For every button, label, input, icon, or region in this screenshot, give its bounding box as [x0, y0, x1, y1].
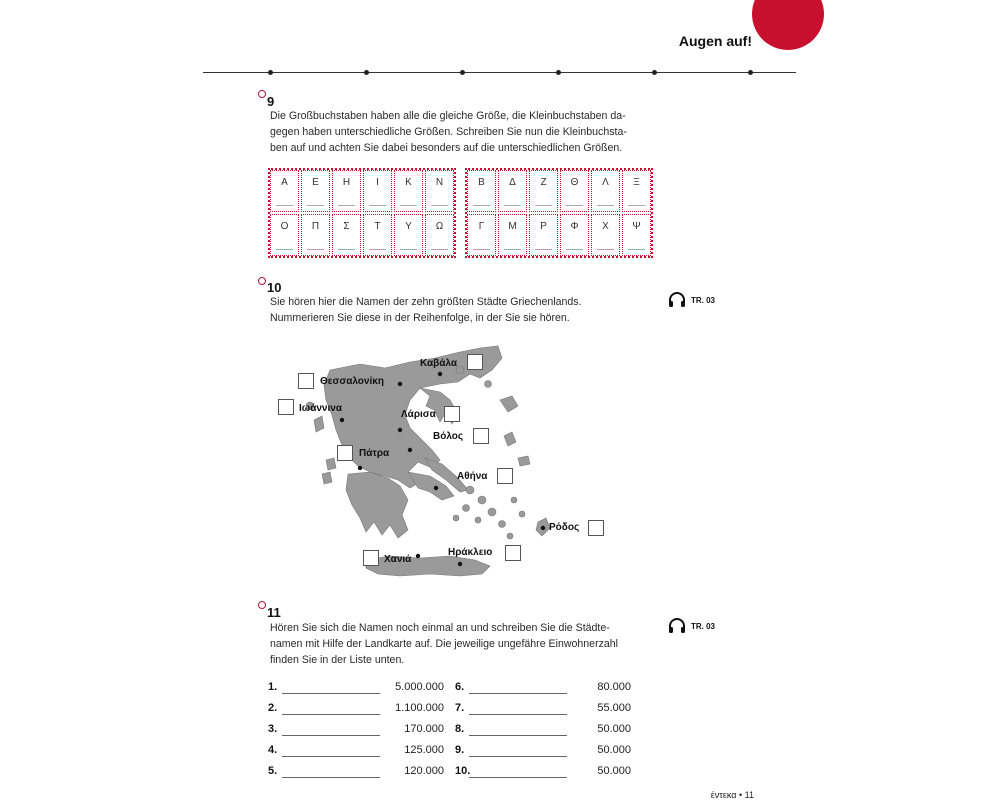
- city-checkbox-kavala[interactable]: [467, 354, 483, 370]
- letter-cell[interactable]: [270, 170, 299, 212]
- letter-cell[interactable]: [467, 214, 496, 256]
- population-value: 50.000: [597, 744, 631, 756]
- uppercase-letter: Χ: [602, 221, 609, 232]
- uppercase-letter: Σ: [343, 221, 350, 232]
- writing-line: [597, 249, 614, 250]
- uppercase-letter: Τ: [374, 221, 381, 232]
- uppercase-letter: Θ: [570, 177, 579, 188]
- city-checkbox-ioannina[interactable]: [278, 399, 294, 415]
- uppercase-letter: Β: [478, 177, 485, 188]
- writing-line: [473, 249, 490, 250]
- city-dot: [408, 448, 412, 452]
- letter-cell[interactable]: [498, 214, 527, 256]
- answer-number: 4.: [268, 744, 278, 756]
- population-value: 50.000: [597, 765, 631, 777]
- writing-line: [628, 205, 645, 206]
- city-checkbox-thessaloniki[interactable]: [298, 373, 314, 389]
- answer-number: 8.: [455, 723, 465, 735]
- letter-cell[interactable]: [394, 170, 423, 212]
- instruction-line: Nummerieren Sie diese in der Reihenfolge, in der Sie sie hören.: [270, 312, 570, 324]
- letter-grid-right: [465, 168, 653, 258]
- writing-line: [369, 249, 386, 250]
- population-value: 170.000: [404, 723, 444, 735]
- city-checkbox-patra[interactable]: [337, 445, 353, 461]
- uppercase-letter: Ψ: [632, 221, 641, 232]
- writing-line: [597, 205, 614, 206]
- writing-line: [535, 205, 552, 206]
- city-dot: [458, 562, 462, 566]
- city-dot: [416, 554, 420, 558]
- writing-line: [628, 249, 645, 250]
- headphones-icon: [668, 618, 686, 634]
- exercise-marker-icon: [258, 90, 266, 98]
- rule-dot: [460, 70, 465, 75]
- letter-cell[interactable]: [529, 214, 558, 256]
- letter-cell[interactable]: [332, 214, 361, 256]
- letter-cell[interactable]: [270, 214, 299, 256]
- population-value: 5.000.000: [395, 681, 444, 693]
- instruction-line: Hören Sie sich die Namen noch einmal an und schreiben Sie die Städte-: [270, 622, 610, 634]
- writing-line: [400, 249, 417, 250]
- audio-track-label: TR. 03: [691, 621, 716, 631]
- city-checkbox-volos[interactable]: [473, 428, 489, 444]
- header-rule: [203, 72, 796, 73]
- uppercase-letter: Ο: [280, 221, 289, 232]
- writing-line: [307, 249, 324, 250]
- writing-line: [338, 249, 355, 250]
- exercise-9-instructions: [270, 108, 650, 156]
- uppercase-letter: Ε: [312, 177, 319, 188]
- audio-track-10[interactable]: [668, 292, 715, 308]
- answer-write-line[interactable]: [469, 777, 567, 778]
- letter-grid-left: [268, 168, 456, 258]
- letter-cell[interactable]: [529, 170, 558, 212]
- city-label-athina: Αθήνα: [457, 471, 488, 482]
- uppercase-letter: Π: [311, 221, 320, 232]
- letter-cell[interactable]: [363, 214, 392, 256]
- uppercase-letter: Υ: [405, 221, 412, 232]
- letter-cell[interactable]: [622, 214, 651, 256]
- uppercase-letter: Γ: [478, 221, 485, 232]
- city-label-larisa: Λάρισα: [401, 409, 436, 420]
- letter-cell[interactable]: [301, 170, 330, 212]
- answer-write-line[interactable]: [282, 756, 380, 757]
- city-checkbox-larisa[interactable]: [444, 406, 460, 422]
- city-dot: [398, 428, 402, 432]
- greece-map: [270, 340, 610, 595]
- writing-line: [473, 205, 490, 206]
- answer-write-line[interactable]: [469, 756, 567, 757]
- letter-cell[interactable]: [425, 170, 454, 212]
- letter-cell[interactable]: [363, 170, 392, 212]
- writing-line: [566, 205, 583, 206]
- writing-line: [535, 249, 552, 250]
- answer-number: 2.: [268, 702, 278, 714]
- city-label-volos: Βόλος: [433, 431, 464, 442]
- exercise-11-number: 11: [267, 605, 281, 620]
- answer-number: 5.: [268, 765, 278, 777]
- page-number-word: έντεκα: [710, 790, 737, 800]
- city-label-rodos: Ρόδος: [549, 522, 580, 533]
- city-checkbox-chania[interactable]: [363, 550, 379, 566]
- page-number: 11: [744, 790, 754, 800]
- uppercase-letter: Μ: [508, 221, 517, 232]
- population-value: 125.000: [404, 744, 444, 756]
- city-label-iraklio: Ηράκλειο: [448, 547, 493, 558]
- writing-line: [369, 205, 386, 206]
- writing-line: [431, 205, 448, 206]
- letter-cell[interactable]: [591, 170, 620, 212]
- footer-bullet: •: [738, 790, 743, 800]
- answer-number: 10.: [455, 765, 471, 777]
- exercise-marker-icon: [258, 277, 266, 285]
- instruction-line: Die Großbuchstaben haben alle die gleiche Größe, die Kleinbuchstaben da-: [270, 110, 626, 122]
- uppercase-letter: Ν: [435, 177, 444, 188]
- letter-cell[interactable]: [301, 214, 330, 256]
- answer-number: 3.: [268, 723, 278, 735]
- population-value: 80.000: [597, 681, 631, 693]
- answer-write-line[interactable]: [282, 735, 380, 736]
- writing-line: [276, 249, 293, 250]
- rule-dot: [748, 70, 753, 75]
- letter-cell[interactable]: [560, 170, 589, 212]
- writing-line: [307, 205, 324, 206]
- writing-line: [276, 205, 293, 206]
- uppercase-letter: Ω: [435, 221, 444, 232]
- exercise-9-number: 9: [267, 94, 275, 109]
- answer-number: 1.: [268, 681, 278, 693]
- rule-dot: [556, 70, 561, 75]
- writing-line: [400, 205, 417, 206]
- uppercase-letter: Δ: [509, 177, 516, 188]
- population-value: 120.000: [404, 765, 444, 777]
- answer-number: 6.: [455, 681, 465, 693]
- answer-write-line[interactable]: [282, 693, 380, 694]
- rule-dot: [652, 70, 657, 75]
- city-checkbox-iraklio[interactable]: [505, 545, 521, 561]
- city-dot: [398, 382, 402, 386]
- writing-line: [504, 249, 521, 250]
- letter-cell[interactable]: [425, 214, 454, 256]
- writing-line: [504, 205, 521, 206]
- population-value: 50.000: [597, 723, 631, 735]
- letter-cell[interactable]: [498, 170, 527, 212]
- uppercase-letter: Ι: [376, 177, 379, 188]
- exercise-11-instructions: [270, 620, 650, 668]
- answer-write-line[interactable]: [469, 735, 567, 736]
- answer-write-line[interactable]: [282, 777, 380, 778]
- answer-write-line[interactable]: [469, 693, 567, 694]
- population-value: 55.000: [597, 702, 631, 714]
- city-dot: [340, 418, 344, 422]
- uppercase-letter: Ζ: [540, 177, 547, 188]
- writing-line: [431, 249, 448, 250]
- city-label-patra: Πάτρα: [359, 448, 390, 459]
- audio-track-label: TR. 03: [691, 295, 716, 305]
- instruction-line: ben auf und achten Sie dabei besonders auf die unterschiedlichen Größen.: [270, 142, 623, 154]
- city-checkbox-rodos[interactable]: [588, 520, 604, 536]
- exercise-marker-icon: [258, 601, 266, 609]
- audio-track-11[interactable]: [668, 618, 715, 634]
- instruction-line: namen mit Hilfe der Landkarte auf. Die jeweilige ungefähre Einwohnerzahl: [270, 638, 619, 650]
- city-label-ioannina: Ιωάννινα: [299, 403, 342, 414]
- exercise-10-instructions: [270, 294, 650, 326]
- writing-line: [566, 249, 583, 250]
- letter-cell[interactable]: [394, 214, 423, 256]
- page-footer: [711, 790, 754, 800]
- headphones-icon: [668, 292, 686, 308]
- uppercase-letter: Κ: [405, 177, 412, 188]
- uppercase-letter: Ρ: [540, 221, 547, 232]
- letter-cell[interactable]: [591, 214, 620, 256]
- instruction-line: finden Sie in der Liste unten.: [270, 654, 405, 666]
- population-value: 1.100.000: [395, 702, 444, 714]
- uppercase-letter: Λ: [602, 177, 609, 188]
- city-label-chania: Χανιά: [384, 554, 412, 565]
- letter-cell[interactable]: [622, 170, 651, 212]
- city-dot: [358, 466, 362, 470]
- city-dot: [434, 486, 438, 490]
- city-dot: [438, 372, 442, 376]
- instruction-line: Sie hören hier die Namen der zehn größten Städte Griechenlands.: [270, 296, 582, 308]
- writing-line: [338, 205, 355, 206]
- rule-dot: [268, 70, 273, 75]
- city-label-thessaloniki: Θεσσαλονίκη: [320, 376, 384, 387]
- answer-number: 7.: [455, 702, 465, 714]
- letter-cell[interactable]: [467, 170, 496, 212]
- letter-cell[interactable]: [332, 170, 361, 212]
- uppercase-letter: Ξ: [633, 177, 640, 188]
- instruction-line: gegen haben unterschiedliche Größen. Schreiben Sie nun die Kleinbuchsta-: [270, 126, 627, 138]
- uppercase-letter: Φ: [570, 221, 579, 232]
- exercise-10-number: 10: [267, 280, 282, 295]
- city-checkbox-athina[interactable]: [497, 468, 513, 484]
- header-red-circle: [752, 0, 824, 50]
- answer-write-line[interactable]: [282, 714, 380, 715]
- answer-write-line[interactable]: [469, 714, 567, 715]
- letter-cell[interactable]: [560, 214, 589, 256]
- uppercase-letter: Α: [281, 177, 288, 188]
- city-label-kavala: Καβάλα: [420, 358, 457, 369]
- rule-dot: [364, 70, 369, 75]
- uppercase-letter: Η: [342, 177, 351, 188]
- page-title: Augen auf!: [678, 33, 752, 49]
- answer-number: 9.: [455, 744, 465, 756]
- city-dot: [541, 526, 545, 530]
